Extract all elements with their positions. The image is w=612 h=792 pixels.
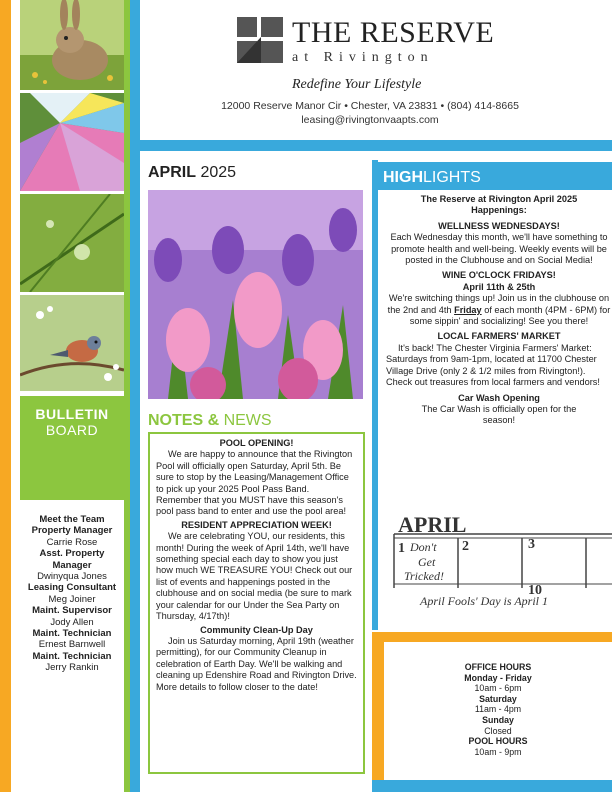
photo-hyacinths <box>148 190 363 399</box>
office-row-value: 10am - 6pm <box>474 683 522 694</box>
notes-body: We are happy to announce that the Rivington Pool will officially open Saturday, April 5th. Be sure to stop by the Leasing/Management Office to pick up your 2025 Pool Pass Band. Remember that you MUST have this season's pool pass band to enter and use the pool area! <box>156 449 353 517</box>
office-heading: OFFICE HOURS <box>464 662 532 672</box>
brand-subtitle: at Rivington <box>292 50 434 65</box>
calendar-note-1: Don't <box>410 540 437 554</box>
footer-rule <box>372 780 612 792</box>
calendar-day10: 10 <box>528 583 542 598</box>
carwash-body: The Car Wash is officially open for the season! <box>421 403 577 426</box>
market-heading: LOCAL FARMERS' MARKET <box>437 331 561 342</box>
office-row-label: Sunday <box>482 714 514 725</box>
team-name: Dwinyqua Jones <box>37 571 107 583</box>
office-row-value: 10am - 9pm <box>474 746 522 757</box>
highlights-intro: The Reserve at Rivington April 2025 Happenings: <box>420 194 578 216</box>
photo-bird <box>20 295 124 391</box>
calendar-note-3: Tricked! <box>404 569 444 583</box>
wellness-body: Each Wednesday this month, we'll have something to promote health and well-being. Weekly events will be posted in the Clubhouse and on Social Media! <box>390 232 608 266</box>
calendar-day1: 1 <box>398 541 405 556</box>
notes-title-bold: NOTES & <box>148 412 220 429</box>
team-role: Property Manager <box>31 525 113 537</box>
team-role: Leasing Consultant <box>27 582 117 594</box>
issue-year: 2025 <box>200 164 237 181</box>
team-list <box>20 514 124 674</box>
highlights-title-bold: HIGH <box>383 169 423 186</box>
orange-stripe <box>0 0 11 792</box>
bulletin-board-tile <box>20 396 124 500</box>
blue-stripe <box>130 0 140 792</box>
notes-heading: Community Clean-Up Day <box>200 624 313 635</box>
tagline: Redefine Your Lifestyle <box>292 77 422 92</box>
bulletin-line2: BOARD <box>45 422 99 438</box>
wine-heading: WINE O'CLOCK FRIDAYS! <box>442 270 556 281</box>
address-line: 12000 Reserve Manor Cir • Chester, VA 23831 • (804) 414-8665 <box>221 100 519 112</box>
notes-body: We are celebrating YOU, our residents, this month! During the week of April 14th, we'll have something special each day to show you just how much WE TREASURE YOU! Check out our list of events and happenings posted in the clubhouse and on social media (be sure to mark your calendar for our Under the Sea Party on Thursday, 4/17th)! <box>156 531 353 622</box>
wine-friday: Friday <box>454 304 482 315</box>
photo-umbrella <box>20 93 124 191</box>
team-name: Jerry Rankin <box>45 662 99 674</box>
notes-heading: RESIDENT APPRECIATION WEEK! <box>181 519 332 530</box>
market-body: It's back! The Chester Virginia Farmers' Market: Saturdays from 9am-1pm, located at 11700 Chester Village Drive (only 2 & 1/2 miles from Rivington!). Check out treasures from local farmers and vendors! <box>386 342 600 388</box>
team-role: Maint. Supervisor <box>32 605 112 617</box>
highlights-title <box>372 162 612 190</box>
office-row-value: Closed <box>484 725 512 736</box>
april-calendar-sketch <box>390 508 612 613</box>
wine-body-2: of each month (4PM - 6PM) for some sippin' and socializing! See you there! <box>409 304 611 327</box>
logo-mark-icon <box>237 17 283 63</box>
team-heading: Meet the Team <box>39 514 105 525</box>
issue-title <box>148 164 236 182</box>
wine-body-1: We're switching things up! Join us in the clubhouse on the 2nd and 4th <box>387 293 610 315</box>
carwash-heading: Car Wash Opening <box>458 392 540 403</box>
wellness-heading: WELLNESS WEDNESDAYS! <box>438 220 560 231</box>
calendar-note-2: Get <box>418 555 436 569</box>
team-role: Maint. Technician <box>32 650 112 662</box>
team-name: Jody Allen <box>50 616 94 628</box>
notes-body: Join us Saturday morning, April 19th (weather permitting), for our Community Cleanup in celebration of Earth Day. We'll be walking and cleaning up Edenshire Road and Rivington Drive. More details to follow closer to the date! <box>156 635 357 692</box>
calendar-day3: 3 <box>528 537 535 552</box>
office-row-label: Saturday <box>479 693 517 704</box>
team-role: Maint. Technician <box>32 628 112 640</box>
photo-rabbit <box>20 0 124 90</box>
notes-heading: POOL OPENING! <box>219 438 294 448</box>
brand-name: THE RESERVE <box>292 16 495 49</box>
notes-title-light: NEWS <box>223 412 272 429</box>
wine-body <box>386 293 612 327</box>
team-role: Asst. Property Manager <box>39 548 105 571</box>
bulletin-line1: BULLETIN <box>35 406 109 422</box>
calendar-month: APRIL <box>398 512 467 537</box>
header-rule <box>140 140 612 151</box>
team-name: Carrie Rose <box>46 536 98 548</box>
notes-box <box>148 432 365 774</box>
issue-month: APRIL <box>148 164 196 181</box>
team-name: Meg Joiner <box>48 593 96 605</box>
photo-leaf-dew <box>20 194 124 292</box>
highlights-rule <box>372 160 378 630</box>
wine-dates: April 11th & 25th <box>462 281 536 292</box>
notes-title <box>148 412 272 430</box>
team-name: Ernest Barnwell <box>38 639 106 651</box>
highlights-title-light: LIGHTS <box>423 169 481 186</box>
office-row-label: POOL HOURS <box>468 736 528 747</box>
office-hours-box <box>384 642 612 792</box>
email-link[interactable]: leasing@rivingtonvaapts.com <box>301 114 439 126</box>
office-row-value: 11am - 4pm <box>474 704 522 715</box>
calendar-caption: April Fools' Day is April 1 <box>420 594 549 608</box>
calendar-day2: 2 <box>462 539 469 554</box>
office-row-label: Monday - Friday <box>464 672 532 683</box>
highlights-body <box>386 194 612 427</box>
